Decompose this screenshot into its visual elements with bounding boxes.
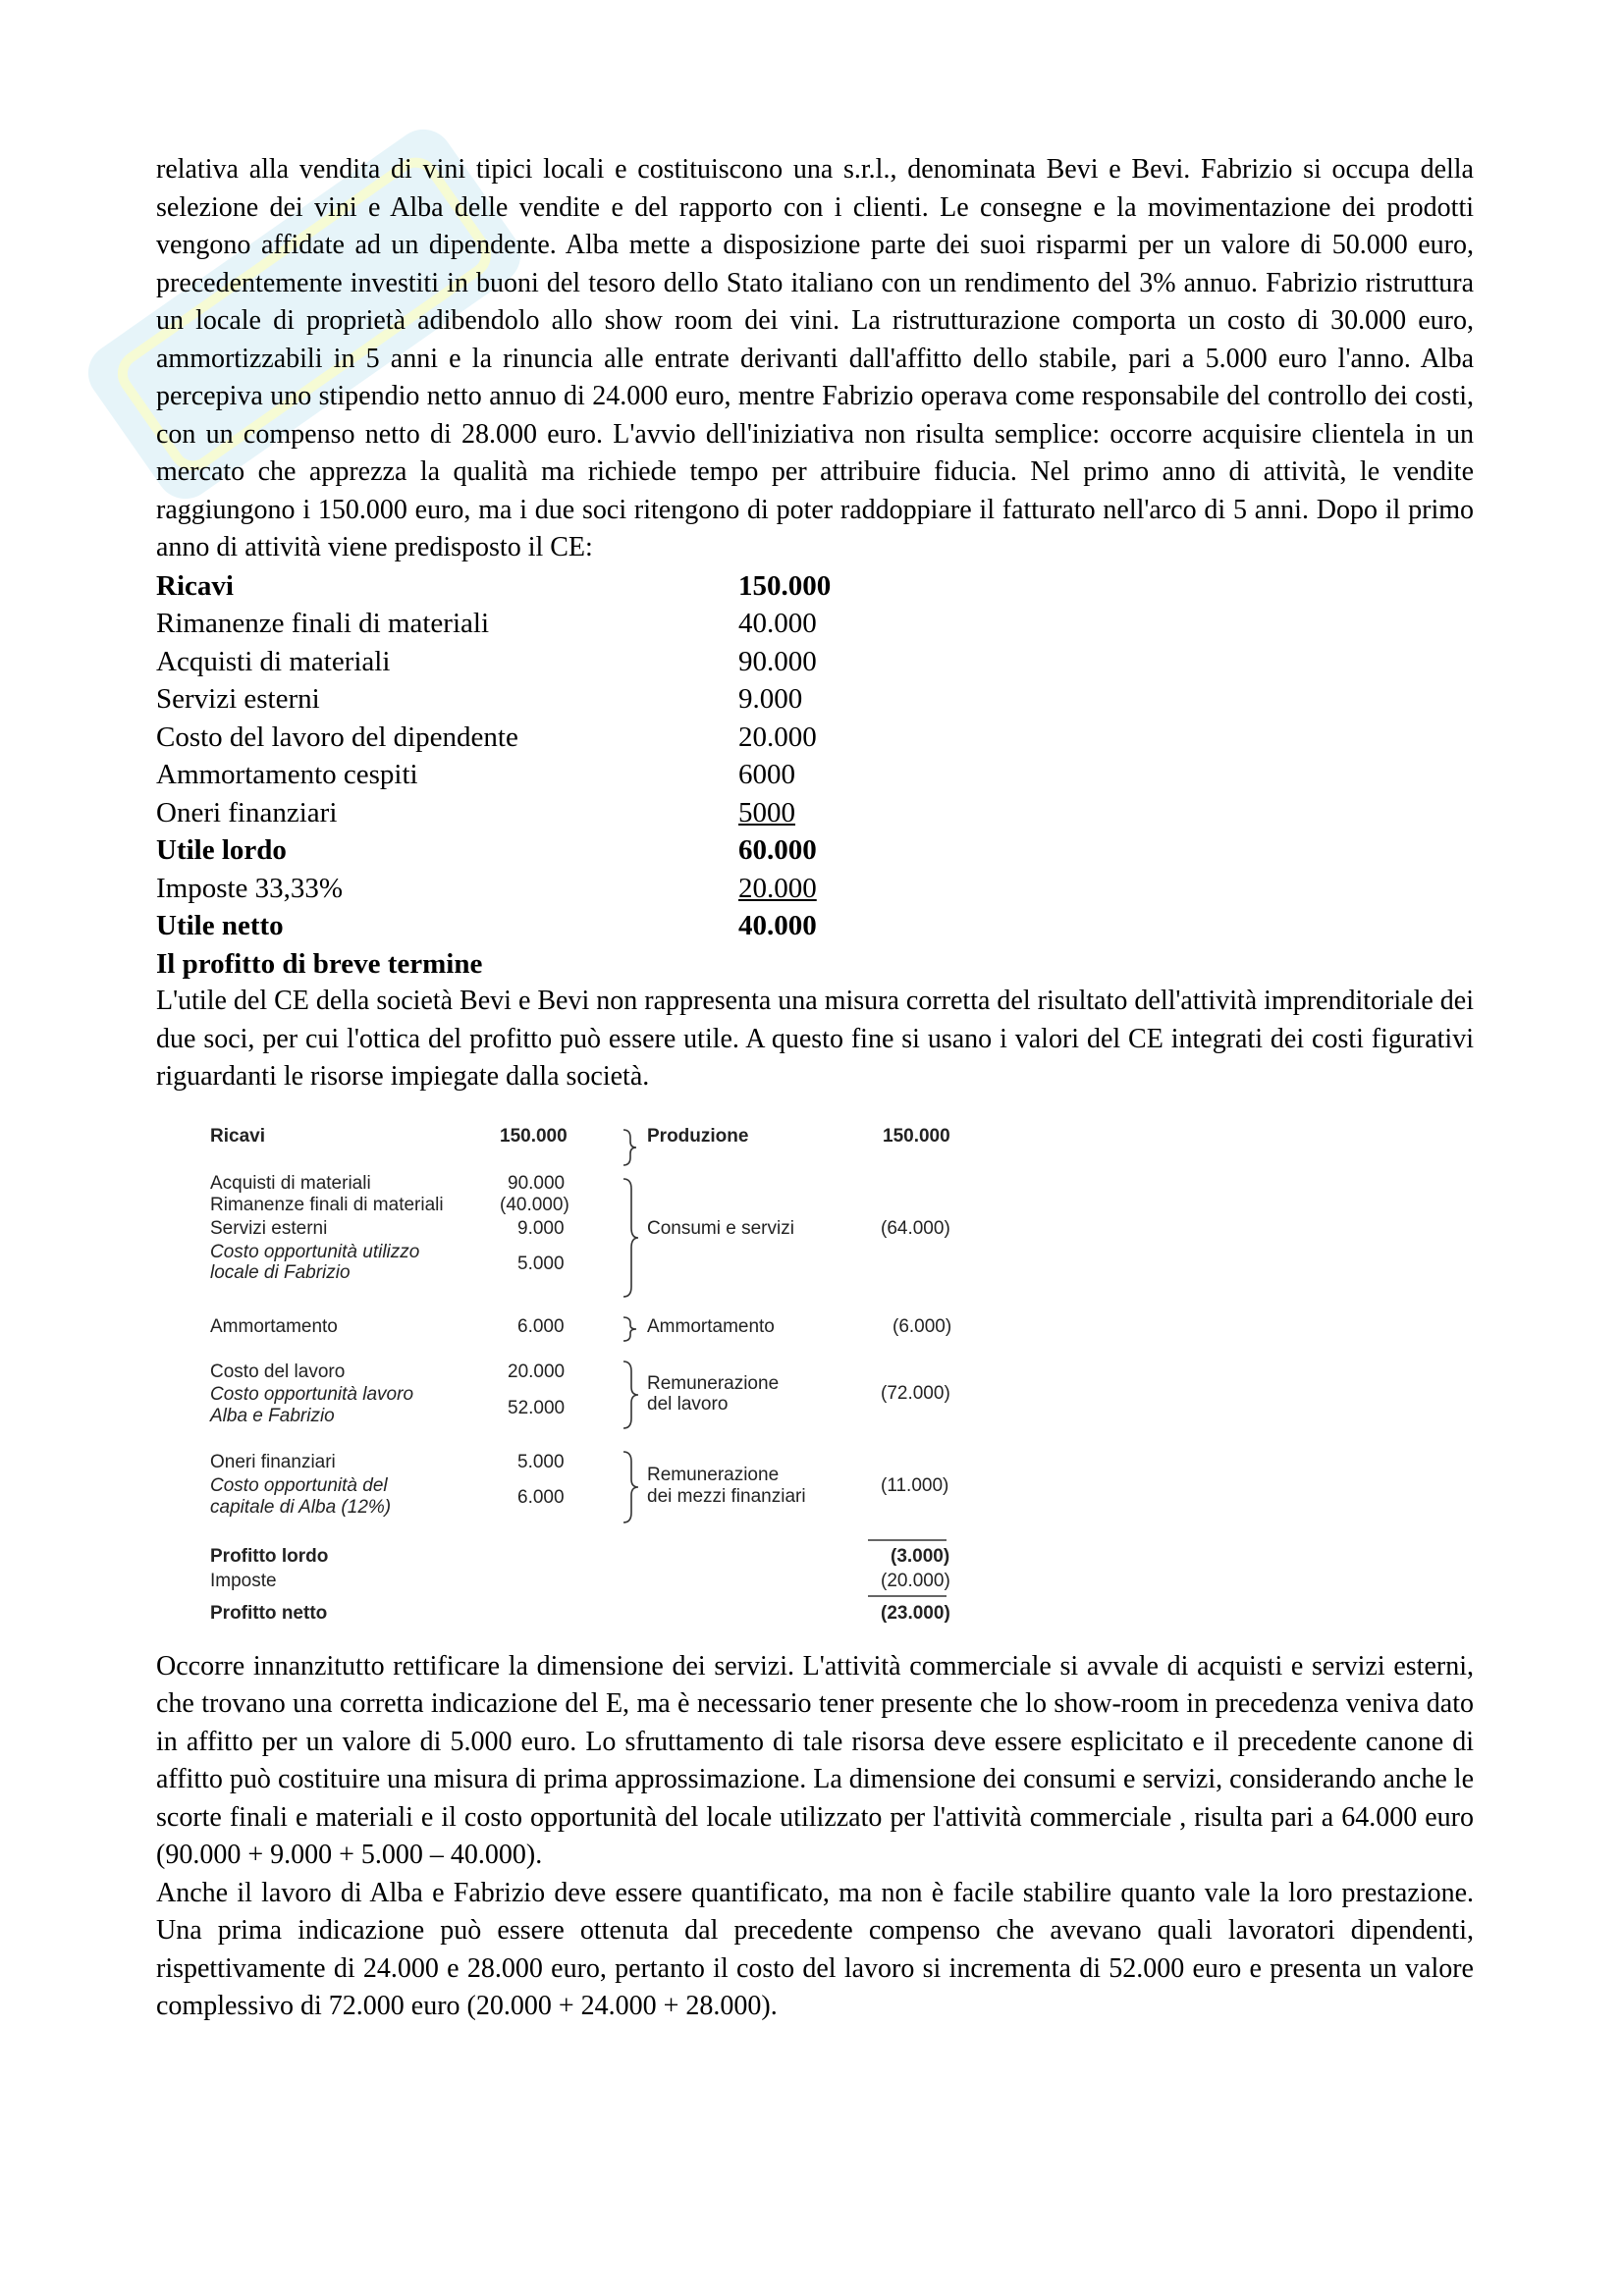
ce-table bbox=[156, 567, 1474, 945]
section-heading: Il profitto di breve termine bbox=[156, 947, 483, 980]
profit-figure bbox=[176, 1116, 1001, 1636]
fig-remun-mezzi-line2: dei mezzi finanziari bbox=[647, 1485, 806, 1507]
fig-ammortamento-left-label: Ammortamento bbox=[210, 1315, 338, 1337]
fig-costo-lavoro-label: Costo del lavoro bbox=[210, 1361, 346, 1382]
ce-value: 9.000 bbox=[738, 683, 803, 715]
ce-row-imposte bbox=[156, 870, 1474, 908]
ce-row-costo-lavoro bbox=[156, 719, 1474, 757]
ce-label: Ammortamento cespiti bbox=[156, 759, 418, 790]
ce-value: 150.000 bbox=[738, 569, 832, 602]
fig-costo-locale-line1: Costo opportunità utilizzo bbox=[210, 1241, 420, 1262]
fig-remun-lavoro-value: (72.000) bbox=[881, 1382, 950, 1404]
fig-rimanenze-value: (40.000) bbox=[500, 1194, 569, 1215]
paragraph-after-1: Occorre innanzitutto rettificare la dimensione dei servizi. L'attività commerciale si avvale di acquisti e servizi esterni, che trovano una corretta indicazione del E, ma è necessario tener presente che lo show-room in precedenza veniva dato in affitto per un valore di 5.000 euro. Lo sfruttamento di tale risorsa deve essere esplicitato e il precedente canone di affitto può costituire una misura di prima approssimazione. La dimensione dei consumi e servizi, considerando anche le scorte finali e materiali e il costo opportunità del locale utilizzato per l'attività commerciale , risulta pari a 64.000 euro (90.000 + 9.000 + 5.000 – 40.000). bbox=[156, 1650, 1474, 1870]
fig-remun-mezzi-value: (11.000) bbox=[881, 1474, 949, 1496]
fig-oneri-value: 5.000 bbox=[517, 1451, 565, 1472]
paragraph-after-2: Anche il lavoro di Alba e Fabrizio deve essere quantificato, ma non è facile stabilire quanto vale la loro prestazione. Una prima indicazione può essere ottenuta dal precedente compenso che avevano quali lavoratori dipendenti, rispettivamente di 24.000 e 28.000 euro, pertanto il costo del lavoro si incrementa di 52.000 euro e presenta un valore complessivo di 72.000 euro (20.000 + 24.000 + 28.000). bbox=[156, 1877, 1474, 2021]
ce-value: 20.000 bbox=[738, 721, 817, 753]
document-body bbox=[156, 151, 1474, 2026]
fig-ammortamento-right-value: (6.000) bbox=[893, 1315, 952, 1337]
ce-row-utile-netto bbox=[156, 907, 1474, 945]
fig-servizi-label: Servizi esterni bbox=[210, 1217, 328, 1239]
brace-produzione bbox=[623, 1130, 636, 1165]
fig-costo-capitale-value: 6.000 bbox=[517, 1486, 565, 1508]
fig-consumi-value: (64.000) bbox=[881, 1217, 950, 1239]
ce-value: 90.000 bbox=[738, 645, 817, 677]
section-paragraph: L'utile del CE della società Bevi e Bevi non rappresenta una misura corretta del risultato dell'attività imprenditoriale dei due soci, per cui l'ottica del profitto può essere utile. A questo fine si usano i valori del CE integrati dei costi figurativi riguardanti le risorse impiegate dalla società. bbox=[156, 986, 1474, 1092]
fig-produzione-value: 150.000 bbox=[883, 1125, 950, 1147]
fig-imposte-value: (20.000) bbox=[881, 1570, 950, 1591]
fig-profitto-netto-value: (23.000) bbox=[881, 1602, 950, 1624]
ce-row-ammortamento bbox=[156, 756, 1474, 794]
fig-ricavi-label: Ricavi bbox=[210, 1125, 265, 1147]
ce-label: Utile netto bbox=[156, 910, 284, 941]
ce-row-utile-lordo bbox=[156, 831, 1474, 870]
fig-costo-capitale-line2: capitale di Alba (12%) bbox=[210, 1496, 392, 1518]
fig-consumi-label: Consumi e servizi bbox=[647, 1217, 794, 1239]
fig-acquisti-value: 90.000 bbox=[508, 1172, 566, 1194]
fig-costo-opp-lavoro-line1: Costo opportunità lavoro bbox=[210, 1383, 414, 1405]
fig-servizi-value: 9.000 bbox=[517, 1217, 565, 1239]
intro-paragraph: relativa alla vendita di vini tipici locali e costituiscono una s.r.l., denominata Bevi e Bevi. Fabrizio si occupa della selezione dei vini e Alba delle vendite e del rapporto con i clienti. Le consegne e la movimentazione dei prodotti vengono affidate ad un dipendente. Alba mette a disposizione parte dei suoi risparmi per un valore di 50.000 euro, precedentemente investiti in buoni del tesoro dello Stato italiano con un rendimento del 3% annuo. Fabrizio ristruttura un locale di proprietà adibendolo allo show room dei vini. La ristrutturazione comporta un costo di 30.000 euro, ammortizzabili in 5 anni e la rinuncia alle entrate derivanti dall'affitto dello stabile, pari a 5.000 euro l'anno. Alba percepiva uno stipendio netto annuo di 24.000 euro, mentre Fabrizio operava come responsabile del controllo dei costi, con un compenso netto di 28.000 euro. L'avvio dell'iniziativa non risulta semplice: occorre acquisire clientela in un mercato che apprezza la qualità ma richiede tempo per attribuire fiducia. Nel primo anno di attività, le vendite raggiungono i 150.000 euro, ma i due soci ritengono di poter raddoppiare il fatturato nell'arco di 5 anni. Dopo il primo anno di attività viene predisposto il CE: bbox=[156, 154, 1474, 562]
fig-imposte-label: Imposte bbox=[210, 1570, 277, 1591]
ce-label: Costo del lavoro del dipendente bbox=[156, 721, 518, 753]
ce-label: Servizi esterni bbox=[156, 683, 320, 715]
fig-rimanenze-label: Rimanenze finali di materiali bbox=[210, 1194, 444, 1215]
ce-value: 20.000 bbox=[738, 872, 817, 904]
brace-consumi bbox=[623, 1179, 638, 1297]
fig-ricavi-value: 150.000 bbox=[500, 1125, 568, 1147]
ce-value: 40.000 bbox=[738, 608, 817, 639]
brace-lavoro bbox=[623, 1362, 638, 1428]
fig-costo-capitale-line1: Costo opportunità del bbox=[210, 1474, 388, 1496]
fig-profitto-netto-label: Profitto netto bbox=[210, 1602, 328, 1624]
ce-value: 5000 bbox=[738, 796, 795, 828]
ce-value: 6000 bbox=[738, 759, 795, 790]
brace-mezzi bbox=[623, 1452, 638, 1522]
ce-label: Rimanenze finali di materiali bbox=[156, 608, 490, 639]
fig-costo-lavoro-value: 20.000 bbox=[508, 1361, 566, 1382]
fig-profitto-lordo-label: Profitto lordo bbox=[210, 1545, 329, 1567]
ce-label: Imposte 33,33% bbox=[156, 872, 344, 904]
brace-ammortamento bbox=[623, 1317, 636, 1341]
ce-label: Utile lordo bbox=[156, 834, 287, 866]
ce-value: 40.000 bbox=[738, 910, 817, 941]
fig-profitto-lordo-value: (3.000) bbox=[891, 1545, 950, 1567]
fig-remun-lavoro-line2: del lavoro bbox=[647, 1393, 729, 1415]
fig-costo-locale-line2: locale di Fabrizio bbox=[210, 1261, 351, 1283]
fig-ammortamento-right-label: Ammortamento bbox=[647, 1315, 775, 1337]
ce-row-ricavi bbox=[156, 567, 1474, 606]
ce-row-rimanenze bbox=[156, 605, 1474, 643]
fig-produzione-label: Produzione bbox=[647, 1125, 749, 1147]
ce-label: Oneri finanziari bbox=[156, 796, 338, 828]
fig-acquisti-label: Acquisti di materiali bbox=[210, 1172, 371, 1194]
fig-ammortamento-left-value: 6.000 bbox=[517, 1315, 565, 1337]
fig-remun-lavoro-line1: Remunerazione bbox=[647, 1372, 780, 1394]
fig-costo-locale-value: 5.000 bbox=[517, 1253, 565, 1274]
fig-costo-opp-lavoro-value: 52.000 bbox=[508, 1397, 566, 1418]
ce-row-acquisti bbox=[156, 643, 1474, 681]
ce-value: 60.000 bbox=[738, 834, 817, 866]
ce-row-oneri bbox=[156, 794, 1474, 832]
fig-oneri-label: Oneri finanziari bbox=[210, 1451, 336, 1472]
ce-row-servizi bbox=[156, 680, 1474, 719]
fig-costo-opp-lavoro-line2: Alba e Fabrizio bbox=[210, 1405, 335, 1426]
fig-remun-mezzi-line1: Remunerazione bbox=[647, 1464, 780, 1485]
ce-label: Acquisti di materiali bbox=[156, 645, 391, 677]
ce-label: Ricavi bbox=[156, 569, 234, 602]
